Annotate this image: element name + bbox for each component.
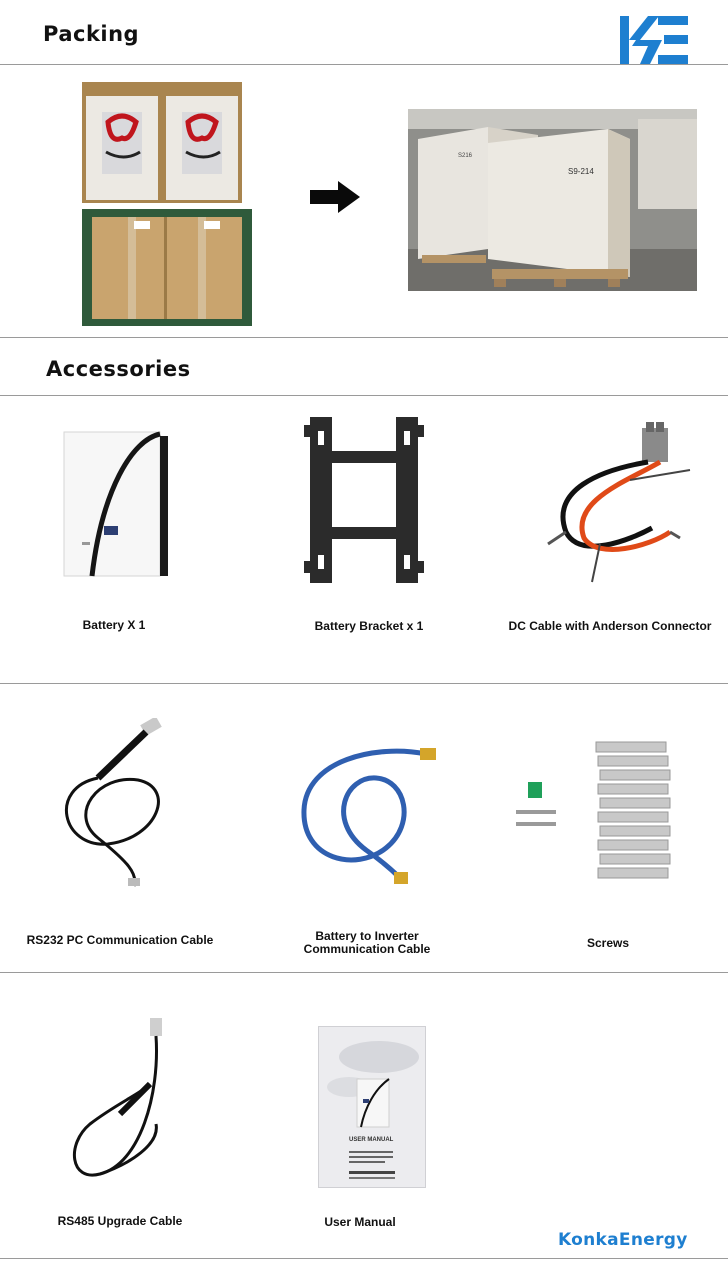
crate-label: S216 <box>458 153 473 159</box>
divider <box>0 1258 728 1259</box>
accessories-title: Accessories <box>46 357 191 381</box>
wooden-crates-photo <box>408 109 697 291</box>
divider <box>0 395 728 396</box>
dc-cable-image <box>540 420 700 590</box>
caption-user-manual: User Manual <box>324 1215 396 1229</box>
caption-battery: Battery X 1 <box>82 618 146 632</box>
divider <box>0 64 728 65</box>
inverter-cable-image <box>296 740 456 890</box>
rs232-cable-image <box>58 718 178 894</box>
divider <box>0 337 728 338</box>
caption-dc-cable: DC Cable with Anderson Connector <box>508 619 712 633</box>
crate-label: S9-214 <box>568 167 594 176</box>
divider <box>0 683 728 684</box>
caption-rs232-cable: RS232 PC Communication Cable <box>26 933 214 947</box>
divider <box>0 972 728 973</box>
brand-logo-icon <box>618 14 690 66</box>
caption-screws: Screws <box>586 936 630 950</box>
battery-image <box>62 430 170 582</box>
packing-title: Packing <box>43 22 140 46</box>
manual-title: USER MANUAL <box>349 1137 394 1143</box>
arrow-right-icon <box>308 180 362 214</box>
caption-battery-bracket: Battery Bracket x 1 <box>314 619 424 633</box>
battery-bracket-image <box>300 415 428 587</box>
user-manual-image <box>318 1026 426 1188</box>
carton-closed-photo <box>82 209 252 326</box>
caption-rs485-cable: RS485 Upgrade Cable <box>57 1214 183 1228</box>
caption-inverter-cable-line1: Battery to Inverter <box>315 929 419 943</box>
carton-open-photo <box>82 82 242 203</box>
footer-brand-logo: KonkaEnergy <box>558 1230 688 1250</box>
screws-image <box>510 738 690 898</box>
rs485-cable-image <box>60 1014 170 1190</box>
caption-inverter-cable-line2: Communication Cable <box>303 942 431 956</box>
